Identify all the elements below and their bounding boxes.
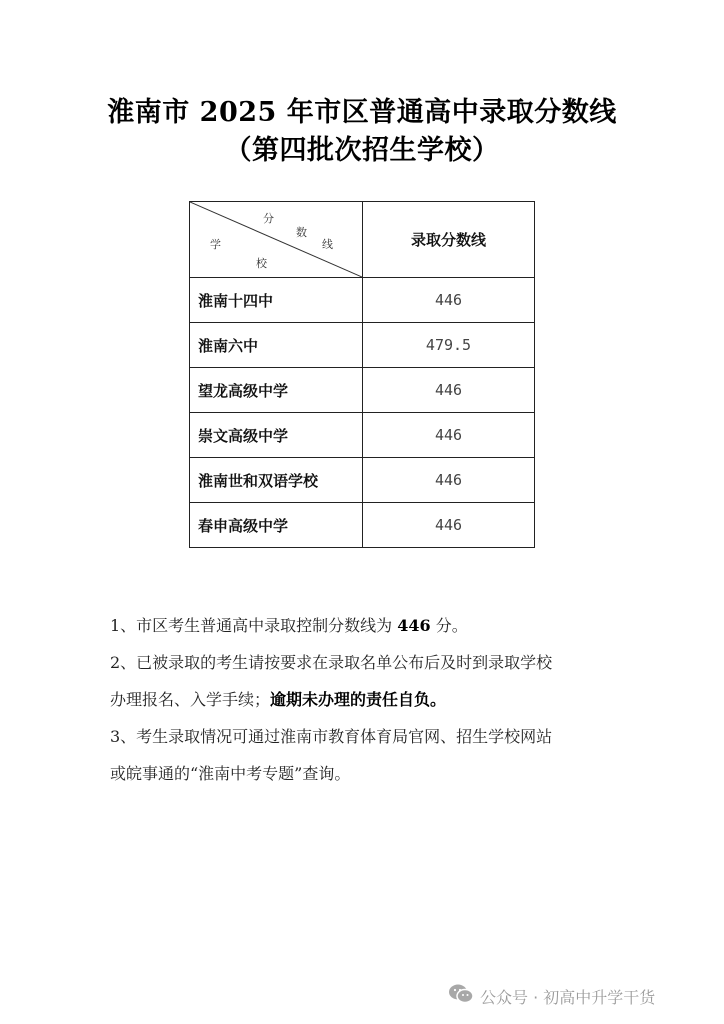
table-row [190, 323, 535, 368]
note-text: 或皖事通的“淮南中考专题”查询。 [110, 764, 351, 783]
note-3 [110, 718, 630, 755]
note-bold: 446 [397, 616, 431, 635]
note-bold: 逾期未办理的责任自负。 [270, 690, 447, 709]
diag-label: 学 [210, 238, 221, 251]
watermark [448, 984, 655, 1008]
school-name: 春申高级中学 [190, 503, 363, 548]
table-row [190, 413, 535, 458]
document-title: 淮南市 2025 年市区普通高中录取分数线 [107, 97, 617, 128]
diag-label: 分 [263, 212, 274, 225]
school-name: 淮南六中 [190, 323, 363, 368]
school-name: 崇文高级中学 [190, 413, 363, 458]
table-row [190, 503, 535, 548]
document-subtitle: （第四批次招生学校） [224, 135, 500, 166]
score-value: 446 [363, 278, 535, 323]
notes-section [110, 607, 630, 792]
note-2 [110, 644, 630, 681]
wechat-icon [448, 984, 474, 1008]
note-text: 分。 [430, 616, 468, 635]
school-name: 淮南十四中 [190, 278, 363, 323]
score-value: 446 [363, 413, 535, 458]
note-text: 2、已被录取的考生请按要求在录取名单公布后及时到录取学校 [110, 653, 553, 672]
score-value: 446 [363, 503, 535, 548]
score-value: 446 [363, 458, 535, 503]
diag-label: 数 [296, 226, 307, 239]
table-header-row [190, 202, 535, 278]
note-2-cont [110, 681, 630, 718]
table-row [190, 458, 535, 503]
school-name: 淮南世和双语学校 [190, 458, 363, 503]
school-name: 望龙高级中学 [190, 368, 363, 413]
note-text: 1、市区考生普通高中录取控制分数线为 [110, 616, 398, 635]
score-table [189, 201, 535, 548]
table-row [190, 278, 535, 323]
note-text: 办理报名、入学手续； [110, 690, 271, 709]
note-text: 3、考生录取情况可通过淮南市教育体育局官网、招生学校网站 [110, 727, 553, 746]
diagonal-header-cell [190, 202, 363, 278]
score-value: 446 [363, 368, 535, 413]
diag-label: 校 [256, 257, 267, 270]
diag-label: 线 [322, 238, 333, 251]
watermark-text: 公众号 · 初高中升学干货 [480, 987, 656, 1007]
note-3-cont [110, 755, 630, 792]
score-value: 479.5 [363, 323, 535, 368]
table-row [190, 368, 535, 413]
column-header-score: 录取分数线 [363, 202, 535, 278]
note-1 [110, 607, 630, 644]
